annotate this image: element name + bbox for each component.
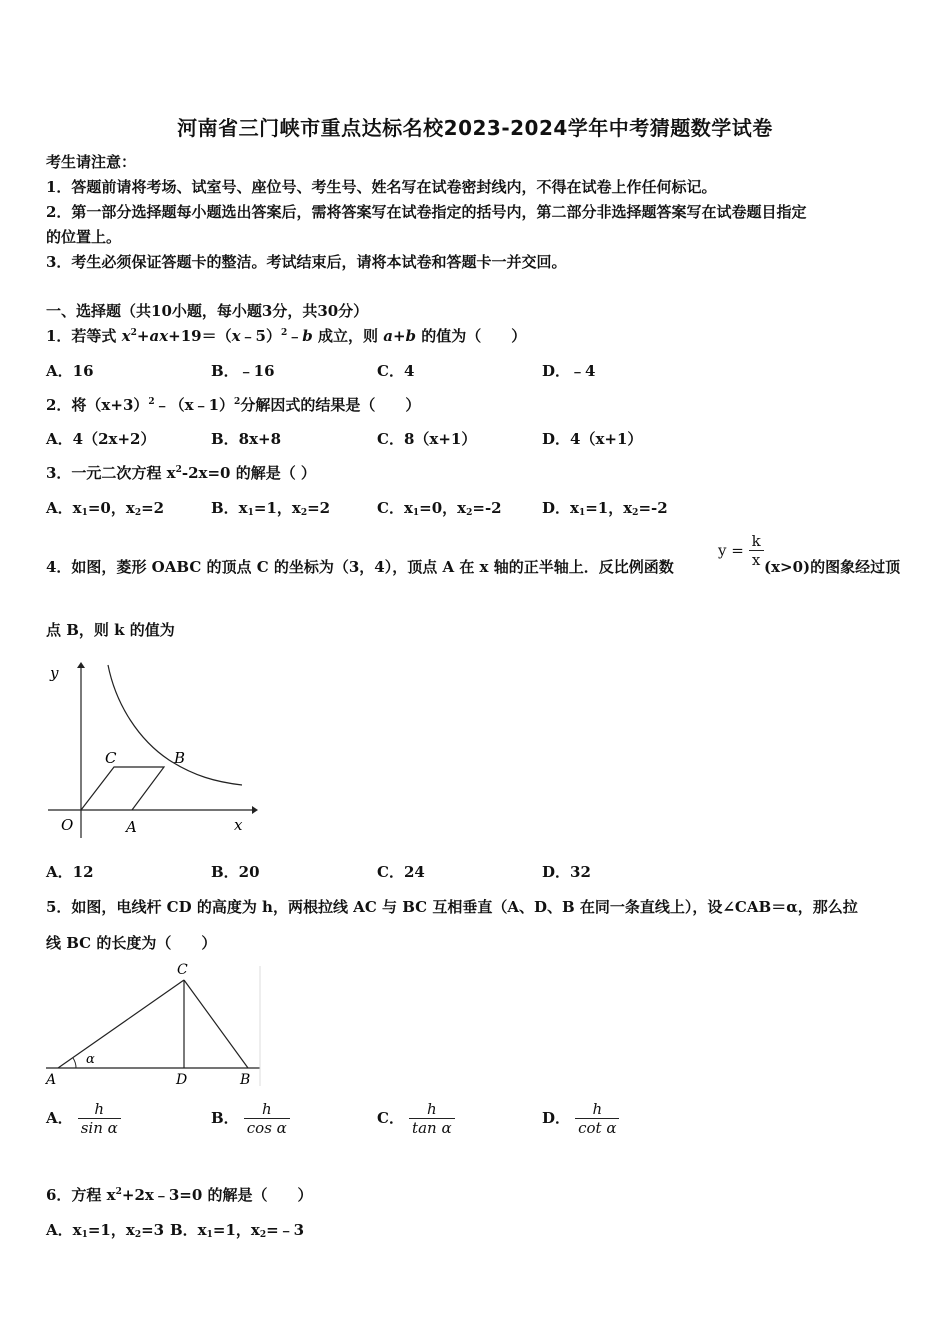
question-4-line-1: 4．如图，菱形 OABC 的顶点 C 的坐标为（3，4），顶点 A 在 x 轴的正半轴上．反比例函数 (46, 558, 674, 576)
label-b: B (174, 749, 186, 767)
q3-option-a: A．$x_1=0$，$x_2=2$ (46, 499, 165, 518)
q2-option-b: B．8x+8 (211, 430, 282, 448)
q4-option-b: B．20 (211, 863, 260, 881)
notice-item-2-line-1: 2．第一部分选择题每小题选出答案后，需将答案写在试卷指定的括号内，第二部分非选择题答案写在试卷题目指定 (46, 203, 807, 221)
q5-option-b: B． $\frac{h}{\text{cos α}}$ (211, 1100, 290, 1137)
q5-option-c: C． $\frac{h}{\text{tan α}}$ (377, 1100, 455, 1137)
q2-option-c: C．8（x+1） (377, 430, 477, 448)
label-a: A (126, 818, 137, 836)
q5-option-b-fraction: $\frac{h}{\text{cos α}}$ (244, 1100, 290, 1137)
q5-option-a: A． $\frac{h}{\text{sin α}}$ (46, 1100, 121, 1137)
q4-fraction: $\frac{k}{x}$ (749, 532, 764, 569)
q1-option-c: C．4 (377, 362, 415, 380)
q4-option-c: C．24 (377, 863, 425, 881)
q2-option-a: A．4（2x+2） (46, 430, 156, 448)
q3-option-c: C．$x_1=0$，$x_2=-2$ (377, 499, 502, 518)
q1-option-a: A．16 (46, 362, 94, 380)
label-o: O (61, 816, 74, 834)
page-title: 河南省三门峡市重点达标名校2023-2024学年中考猜题数学试卷 (177, 116, 773, 140)
label-b: B (240, 1072, 251, 1088)
question-4-line-2: 点 B，则 k 的值为 (46, 621, 175, 639)
q5-option-c-fraction: $\frac{h}{\text{tan α}}$ (409, 1100, 455, 1137)
q6-option-a: A．$x_1=1$，$x_2=3$ (46, 1221, 165, 1240)
q3-option-d: D．$x_1=1$，$x_2=-2$ (542, 499, 668, 518)
question-2: 2．将$(x+3)^2﹣(x﹣1)^2$分解因式的结果是（ ） (46, 396, 421, 414)
q5-option-a-fraction: $\frac{h}{\text{sin α}}$ (78, 1100, 121, 1137)
label-c: C (105, 749, 117, 767)
q5-option-d-fraction: $\frac{h}{\text{cot α}}$ (575, 1100, 619, 1137)
x-axis-arrow (252, 806, 258, 814)
question-1: 1．若等式 $x^2+ax+19=(x﹣5)^2﹣b$ 成立，则 a+b 的值为（ ） (46, 327, 527, 345)
question-5-line-1: 5．如图，电线杆 CD 的高度为 h，两根拉线 AC 与 BC 互相垂直（A、D、B 在同一条直线上），设∠CAB＝α，那么拉 (46, 898, 858, 916)
q2-option-d: D．4（x+1） (542, 430, 643, 448)
question-5-line-2: 线 BC 的长度为（ ） (46, 934, 217, 952)
q5-triangle-figure (44, 962, 266, 1092)
label-y: y (50, 664, 59, 682)
q5-option-d: D． $\frac{h}{\text{cot α}}$ (542, 1100, 619, 1137)
notice-item-2-line-2: 的位置上。 (46, 228, 122, 246)
q4-option-d: D．32 (542, 863, 591, 881)
angle-alpha-arc (73, 1058, 76, 1068)
notice-item-3: 3．考生必须保证答题卡的整洁。考试结束后，请将本试卷和答题卡一并交回。 (46, 253, 567, 271)
question-3: 3．一元二次方程 $x^2-2x=0$ 的解是（ ） (46, 464, 316, 482)
label-x: x (234, 816, 243, 834)
q4-option-a: A．12 (46, 863, 94, 881)
notice-heading: 考生请注意： (46, 153, 137, 171)
label-a: A (46, 1072, 57, 1088)
q3-option-b: B．$x_1=1$，$x_2=2$ (211, 499, 331, 518)
question-6: 6．方程 $x^2+2x﹣3=0$ 的解是（ ） (46, 1186, 313, 1204)
q4-rhombus-figure (44, 660, 259, 840)
question-4-line-1-end: (x>0)的图象经过顶 (764, 558, 901, 576)
section-heading: 一、选择题（共10小题，每小题3分，共30分） (46, 302, 369, 320)
wire-ac (58, 980, 184, 1068)
q1-option-d: D．﹣4 (542, 362, 596, 380)
label-alpha: α (86, 1052, 95, 1067)
rhombus-oabc (81, 767, 164, 810)
q4-function-formula: y = $\frac{k}{x}$ (718, 532, 764, 569)
notice-item-1: 1．答题前请将考场、试室号、座位号、考生号、姓名写在试卷密封线内，不得在试卷上作任何标记。 (46, 178, 717, 196)
label-d: D (176, 1072, 188, 1088)
label-c: C (177, 962, 188, 978)
q6-option-b: B．$x_1=1$，$x_2=﹣3$ (170, 1221, 305, 1240)
wire-bc (184, 980, 248, 1068)
y-axis-arrow (77, 662, 85, 668)
q1-option-b: B．﹣16 (211, 362, 275, 380)
